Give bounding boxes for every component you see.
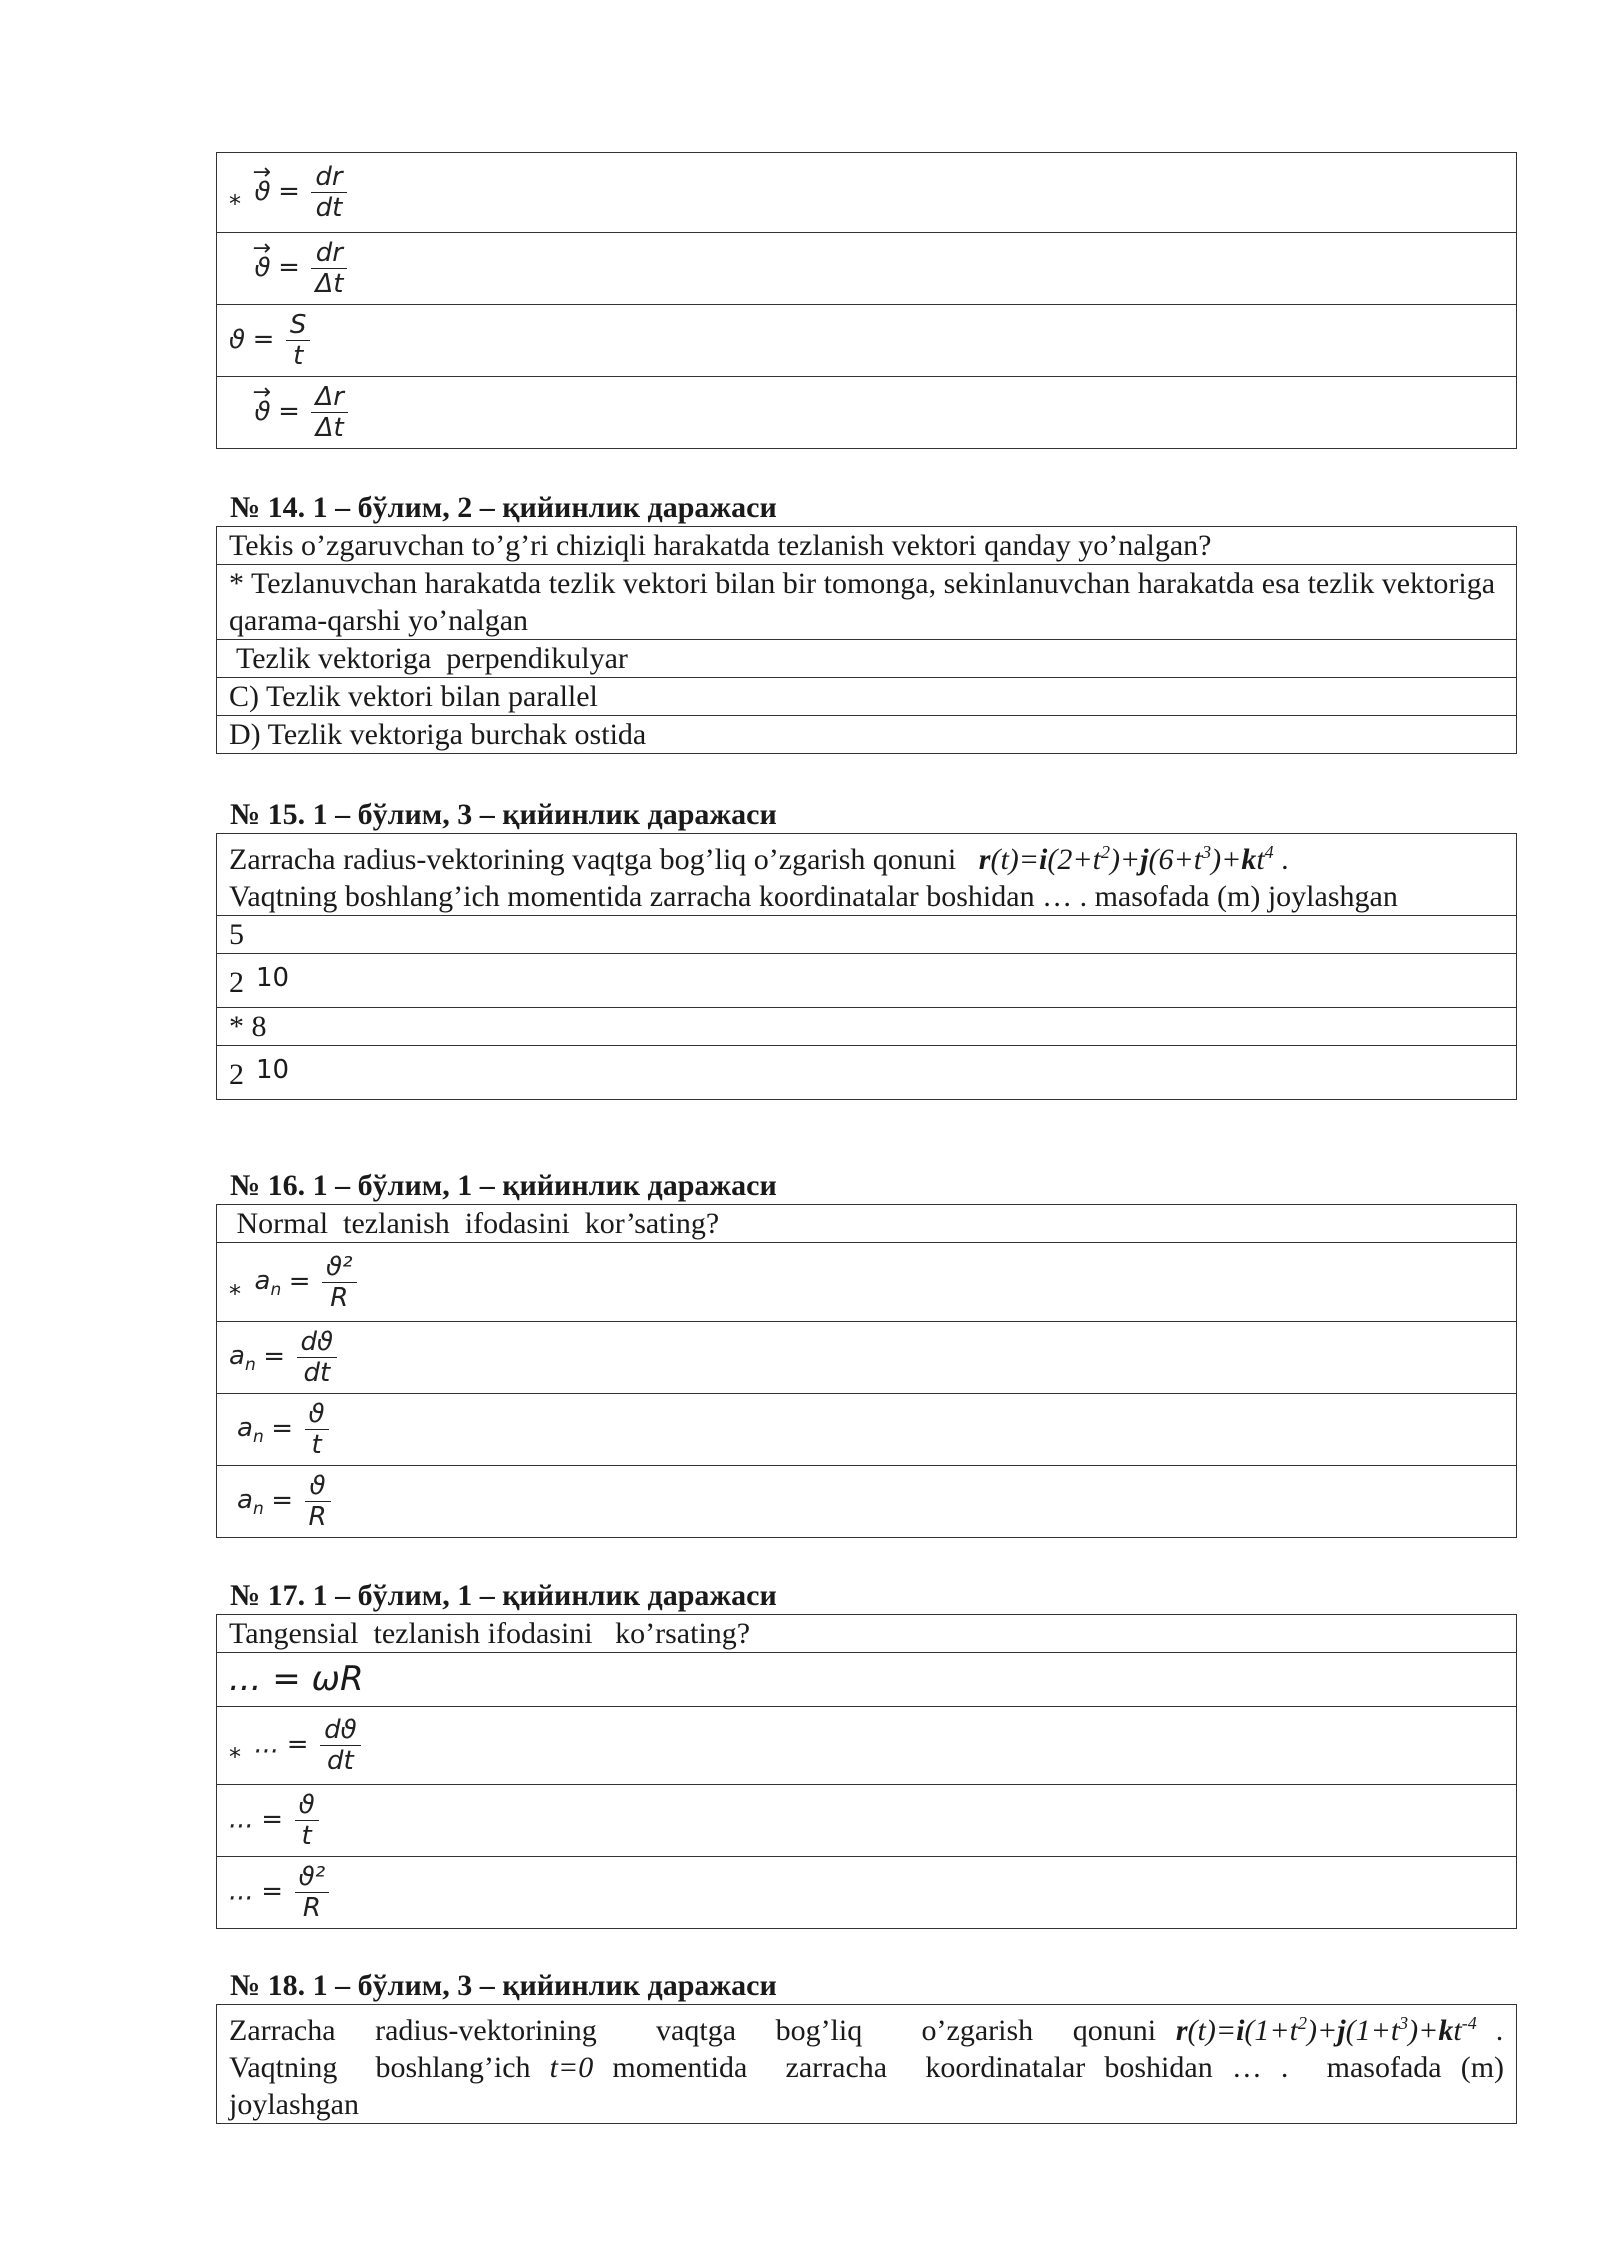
option-row xyxy=(217,954,1517,1008)
formula-lhs: → ϑ xyxy=(252,160,271,207)
correct-marker: * xyxy=(229,190,241,218)
question-text: Normal tezlanish ifodasini kor’sating? xyxy=(217,1205,1517,1243)
q13-options-table xyxy=(216,152,1517,449)
option-row: ... = $\frac{\text{ϑ²}}{R}$ xyxy=(217,1857,1517,1929)
option-value: 10 xyxy=(256,963,290,993)
q18-table xyxy=(216,2004,1517,2124)
fraction: $\frac{ϑ}{t}$ xyxy=(305,1399,329,1460)
position-vector-formula: $r(t)=i(2+t^2)+j(6+t^3)+kt^4$ xyxy=(978,842,1274,876)
position-vector-formula: $r(t)=i(1+t^2)+j(1+t^3)+kt^{-4}$ . xyxy=(1175,2013,1505,2047)
option-row: $a_n$ = $\frac{ϑ}{t}$ xyxy=(217,1394,1517,1466)
fraction: $\frac{ϑ}{t}$ xyxy=(295,1790,319,1851)
option-row: * ... = $\frac{dϑ}{dt}$ xyxy=(217,1707,1517,1785)
fraction: $\frac{ϑ}{R}$ xyxy=(305,1471,331,1532)
correct-marker: * xyxy=(229,1743,241,1771)
formula-lhs: ... xyxy=(254,1729,280,1760)
option-text: 2 xyxy=(229,1058,244,1091)
option-row xyxy=(217,1046,1517,1100)
option-text: 5 xyxy=(229,918,244,951)
q14-heading: № 14. 1 – бўлим, 2 – қийинлик даражаси xyxy=(230,491,777,524)
q13-option-row: → ϑ = $\frac{\Delta r}{\Delta t}$ xyxy=(217,377,1517,449)
q17-table xyxy=(216,1614,1517,1929)
option-text: 2 xyxy=(229,966,244,999)
formula-lhs: ϑ xyxy=(229,325,246,355)
option-formula: ... = ωR xyxy=(229,1658,364,1699)
question-row xyxy=(217,1205,1517,1243)
q18-heading: № 18. 1 – бўлим, 3 – қийинлик даражаси xyxy=(230,1969,777,2002)
question-text: Tekis o’zgaruvchan to’g’ri chiziqli harakatda tezlanish vektori qanday yo’nalgan? xyxy=(217,527,1517,565)
formula-lhs: $a_n$ xyxy=(237,1413,264,1448)
fraction: $\frac{dr}{\Delta t}$ xyxy=(311,238,347,299)
correct-marker: * xyxy=(229,1279,241,1308)
q16-table xyxy=(216,1204,1517,1538)
option-text: * 8 xyxy=(229,1010,267,1043)
fraction: $\frac{dr}{dt}$ xyxy=(311,162,346,223)
formula-lhs: $a_n$ xyxy=(229,1341,256,1376)
option-row xyxy=(217,640,1517,678)
fraction: $\frac{dϑ}{dt}$ xyxy=(297,1327,338,1388)
question-row xyxy=(217,1615,1517,1653)
question-text: Zarracha radius-vektorining vaqtga bog’liq o’zgarish qonuni $r(t)=i(1+t^2)+j(1+t^3)+kt^{-4}$ . Vaqtning boshlang’ich t=0 momentida zarracha koordinatalar boshidan … . masofada (m) joylashgan xyxy=(217,2005,1517,2124)
q15-table xyxy=(216,833,1517,1100)
formula-lhs: ... xyxy=(229,1804,254,1835)
fraction: $\frac{dϑ}{dt}$ xyxy=(320,1715,361,1776)
option-row: $a_n$ = $\frac{ϑ}{R}$ xyxy=(217,1466,1517,1538)
question-text: Tangensial tezlanish ifodasini ko’rsating? xyxy=(217,1615,1517,1653)
fraction: $\frac{S}{t}$ xyxy=(286,310,311,371)
option-text: D) Tezlik vektoriga burchak ostida xyxy=(217,716,1517,754)
option-value: 10 xyxy=(256,1055,290,1085)
fraction: $\frac{\text{ϑ²}}{R}$ xyxy=(295,1862,330,1923)
question-text: Zarracha radius-vektorining vaqtga bog’liq o’zgarish qonuni $r(t)=i(2+t^2)+j(6+t^3)+kt^4$ . Vaqtning boshlang’ich momentida zarracha koordinatalar boshidan … . masofada (m) joylashgan xyxy=(217,834,1517,916)
option-text: Tezlik vektoriga perpendikulyar xyxy=(217,640,1517,678)
formula-lhs: ... xyxy=(229,1876,254,1907)
option-row xyxy=(217,565,1517,640)
option-row xyxy=(217,1653,1517,1707)
option-row: $a_n$ = $\frac{dϑ}{dt}$ xyxy=(217,1322,1517,1394)
fraction: $\frac{\Delta r}{\Delta t}$ xyxy=(311,382,347,443)
formula-lhs: → ϑ xyxy=(252,236,271,283)
question-row xyxy=(217,2005,1517,2124)
initial-time: t=0 xyxy=(549,2051,594,2084)
fraction: $\frac{\text{ϑ²}}{R}$ xyxy=(322,1252,357,1313)
option-row xyxy=(217,678,1517,716)
q13-option-row: → ϑ = $\frac{dr}{\Delta t}$ xyxy=(217,233,1517,305)
option-row: * $a_n$ = $\frac{\text{ϑ²}}{R}$ xyxy=(217,1243,1517,1322)
q15-heading: № 15. 1 – бўлим, 3 – қийинлик даражаси xyxy=(230,798,777,831)
q13-option-row: * → ϑ = $\frac{dr}{dt}$ xyxy=(217,153,1517,233)
question-row xyxy=(217,527,1517,565)
option-text: * Tezlanuvchan harakatda tezlik vektori bilan bir tomonga, sekinlanuvchan harakatda esa tezlik vektoriga qarama-qarshi yo’nalgan xyxy=(217,565,1517,640)
option-row xyxy=(217,916,1517,954)
option-row: ... = $\frac{ϑ}{t}$ xyxy=(217,1785,1517,1857)
option-row xyxy=(217,1008,1517,1046)
question-row xyxy=(217,834,1517,916)
formula-lhs: $a_n$ xyxy=(254,1265,282,1300)
q17-heading: № 17. 1 – бўлим, 1 – қийинлик даражаси xyxy=(230,1579,777,1612)
option-row xyxy=(217,716,1517,754)
q13-option-row: ϑ = $\frac{S}{t}$ xyxy=(217,305,1517,377)
option-text: C) Tezlik vektori bilan parallel xyxy=(217,678,1517,716)
q14-table xyxy=(216,526,1517,754)
q16-heading: № 16. 1 – бўлим, 1 – қийинлик даражаси xyxy=(230,1169,777,1202)
formula-lhs: → ϑ xyxy=(252,380,271,427)
formula-lhs: $a_n$ xyxy=(237,1485,264,1520)
